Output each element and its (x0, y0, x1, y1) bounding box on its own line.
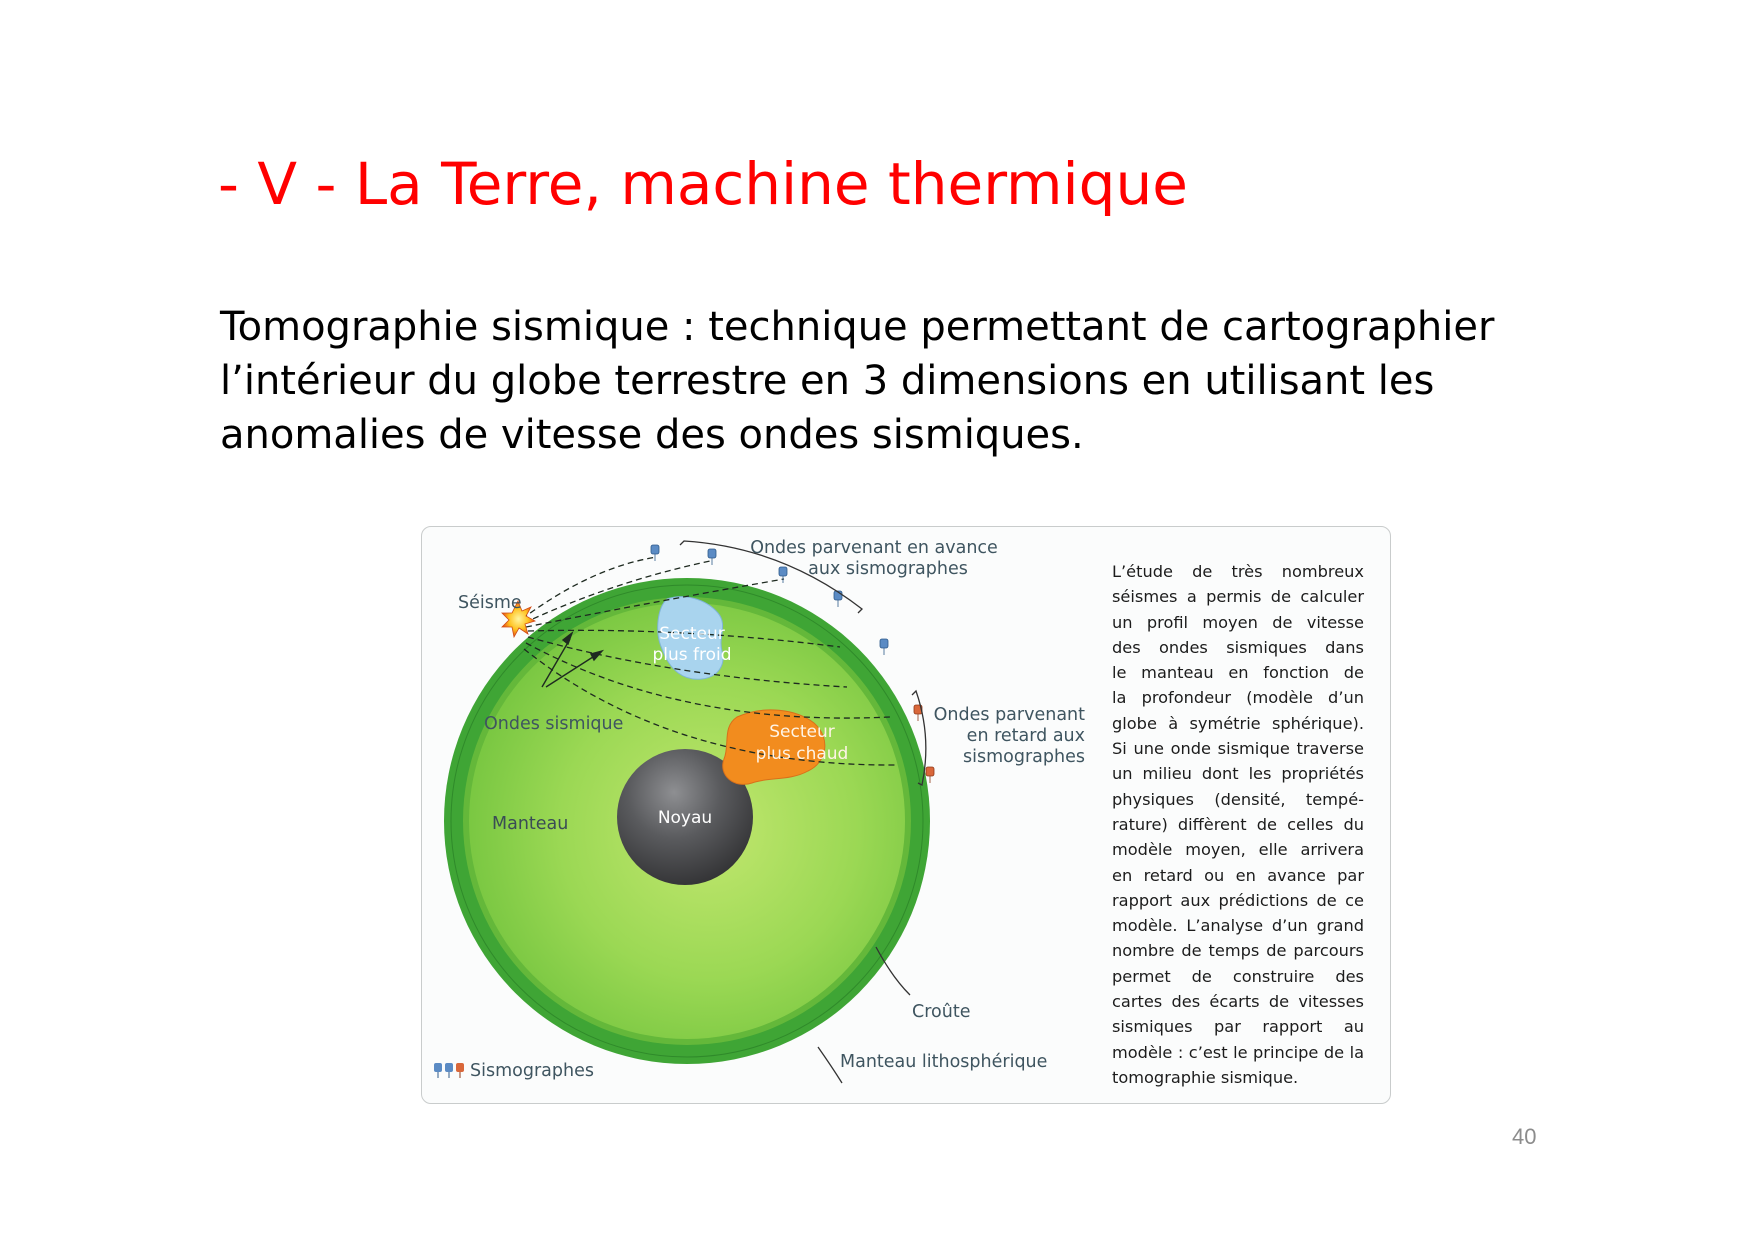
caption-line: séismes a permis de calculer (1112, 587, 1364, 607)
caption-line: modèle moyen, elle arrivera (1112, 840, 1364, 860)
definition-line: anomalies de vitesse des ondes sismiques. (220, 412, 1084, 458)
caption-line: en retard ou en avance par (1112, 865, 1364, 885)
caption-line: rature) diffèrent de celles du (1112, 814, 1364, 834)
lithosphere-pointer (818, 1047, 842, 1083)
cold-sector-label: plus froid (652, 645, 732, 665)
caption-line: modèle. L’analyse d’un grand (1112, 916, 1364, 936)
definition-text (220, 300, 1560, 462)
seismograph-legend (434, 1061, 594, 1081)
late-waves-label: Ondes parvenant (933, 705, 1085, 725)
core-label: Noyau (657, 808, 713, 828)
caption-line: globe à symétrie sphérique). (1112, 713, 1364, 733)
lithospheric-mantle-label: Manteau lithosphérique (840, 1052, 1048, 1072)
hot-sector-label: plus chaud (755, 744, 849, 764)
cold-sector-label: Secteur (659, 624, 725, 644)
early-waves-label: aux sismographes (808, 559, 968, 579)
seismograph-icon (434, 1063, 464, 1078)
caption-line: la profondeur (modèle d’un (1112, 688, 1364, 708)
caption-line: permet de construire des (1112, 966, 1364, 986)
caption-line: un milieu dont les propriétés (1112, 764, 1364, 784)
page-number: 40 (1512, 1124, 1537, 1149)
caption-line: modèle : c’est le principe de la (1112, 1042, 1364, 1062)
caption-line: nombre de temps de parcours (1112, 941, 1364, 961)
slide-title: - V - La Terre, machine thermique (218, 150, 1188, 218)
hot-sector-label: Secteur (769, 722, 835, 742)
definition-line: l’intérieur du globe terrestre en 3 dimensions en utilisant les (220, 358, 1435, 404)
early-waves-label: Ondes parvenant en avance (750, 538, 998, 558)
caption-line: rapport aux prédictions de ce (1112, 890, 1364, 910)
late-waves-label: en retard aux (966, 726, 1085, 746)
caption-line: un profil moyen de vitesse (1112, 612, 1364, 632)
definition-line: Tomographie sismique : technique permettant de cartographier (220, 304, 1495, 350)
caption-line: des ondes sismiques dans (1112, 637, 1364, 657)
caption-line: Si une onde sismique traverse (1112, 739, 1364, 759)
crust-label: Croûte (912, 1002, 971, 1022)
caption-line: cartes des écarts de vitesses (1112, 992, 1364, 1012)
seismic-waves-label: Ondes sismique (484, 714, 624, 734)
figure-caption (1112, 559, 1364, 1090)
mantle-label: Manteau (492, 814, 569, 834)
caption-line: physiques (densité, tempé- (1112, 789, 1364, 809)
caption-line: L’étude de très nombreux (1112, 562, 1364, 581)
seismograph-legend-label: Sismographes (470, 1061, 594, 1081)
earthquake-label: Séisme (458, 593, 522, 613)
seismic-tomography-figure (421, 526, 1391, 1104)
caption-line: tomographie sismique. (1112, 1067, 1299, 1087)
caption-line: le manteau en fonction de (1112, 663, 1364, 683)
caption-line: sismiques par rapport au (1112, 1017, 1364, 1037)
late-waves-label: sismographes (963, 747, 1085, 767)
